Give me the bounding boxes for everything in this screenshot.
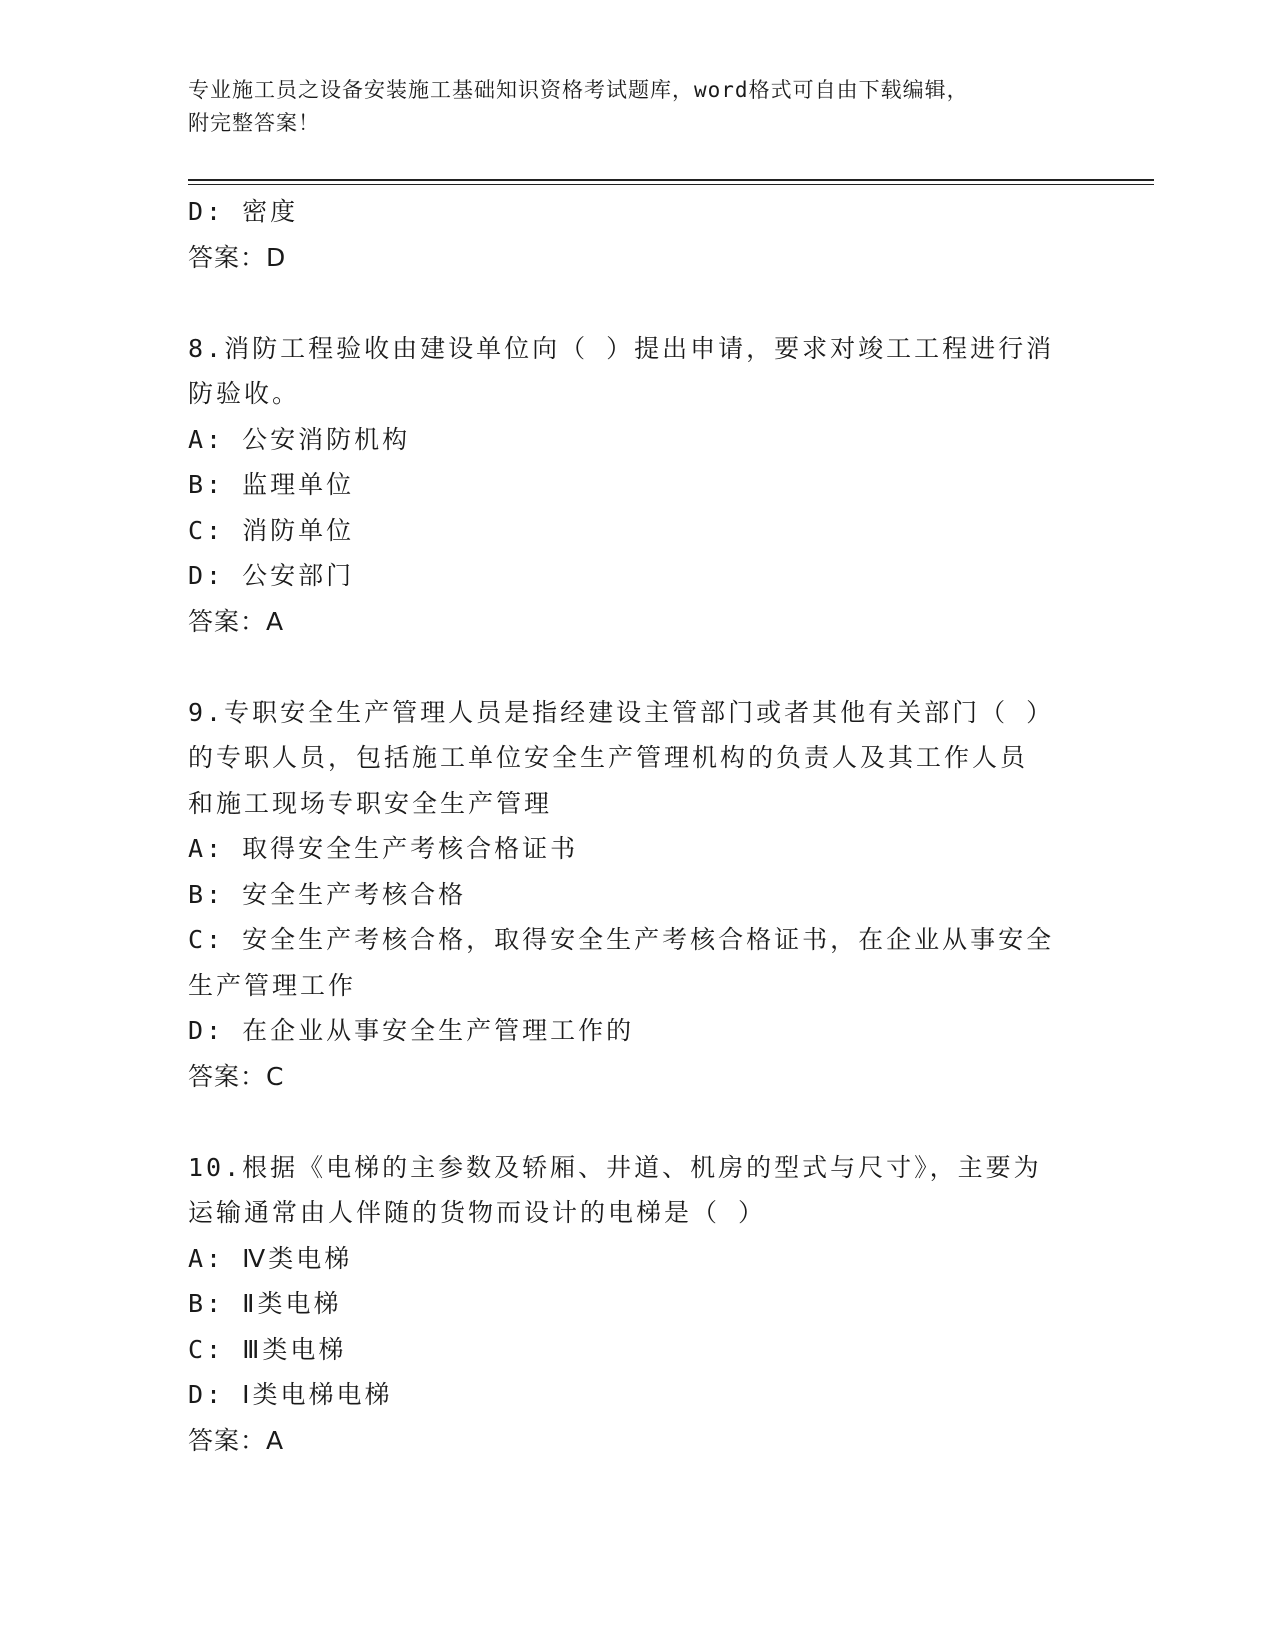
option-b: B: Ⅱ类电梯 [188, 1289, 342, 1318]
option-b: B: 监理单位 [188, 470, 355, 499]
header-line-2: 附完整答案！ [188, 111, 320, 135]
option-d: D: Ⅰ类电梯电梯 [188, 1380, 393, 1409]
question-9 [188, 690, 1088, 1100]
option-b: B: 安全生产考核合格 [188, 879, 467, 909]
answer: 答案：D [188, 242, 287, 272]
header-divider-thin [188, 184, 1154, 185]
option-c: C: 安全生产考核合格，取得安全生产考核合格证书，在企业从事安全 [188, 925, 1055, 954]
question-stem: 防验收。 [188, 379, 301, 408]
question-stem: 10.根据《电梯的主参数及轿厢、井道、机房的型式与尺寸》，主要为 [188, 1152, 1042, 1182]
answer: 答案：A [188, 1425, 285, 1455]
option-d: D: 公安部门 [188, 561, 355, 590]
option-a: A: Ⅳ类电梯 [188, 1243, 353, 1273]
option-d: D: 在企业从事安全生产管理工作的 [188, 1016, 635, 1045]
option-c: C: 消防单位 [188, 515, 355, 545]
answer: 答案：A [188, 606, 285, 636]
question-10 [188, 1145, 1088, 1464]
question-7-tail [188, 189, 1088, 280]
option-c: C: Ⅲ类电梯 [188, 1334, 347, 1364]
question-stem: 9.专职安全生产管理人员是指经建设主管部门或者其他有关部门（ ） [188, 697, 1055, 727]
question-stem: 的专职人员，包括施工单位安全生产管理机构的负责人及其工作人员 [188, 743, 1029, 772]
header-line-1: 专业施工员之设备安装施工基础知识资格考试题库，word格式可自由下载编辑， [188, 78, 969, 102]
question-stem: 8.消防工程验收由建设单位向（ ）提出申请，要求对竣工工程进行消 [188, 333, 1055, 363]
answer: 答案：C [188, 1061, 285, 1091]
option-d: D: 密度 [188, 197, 299, 226]
question-list [188, 189, 1088, 1463]
question-stem: 运输通常由人伴随的货物而设计的电梯是（ ） [188, 1198, 767, 1227]
option-a: A: 公安消防机构 [188, 424, 411, 454]
document-header [188, 74, 1068, 140]
question-stem: 和施工现场专职安全生产管理 [188, 788, 553, 818]
option-c-continued: 生产管理工作 [188, 970, 357, 1000]
option-a: A: 取得安全生产考核合格证书 [188, 834, 579, 863]
header-divider [188, 179, 1154, 181]
question-8 [188, 326, 1088, 645]
